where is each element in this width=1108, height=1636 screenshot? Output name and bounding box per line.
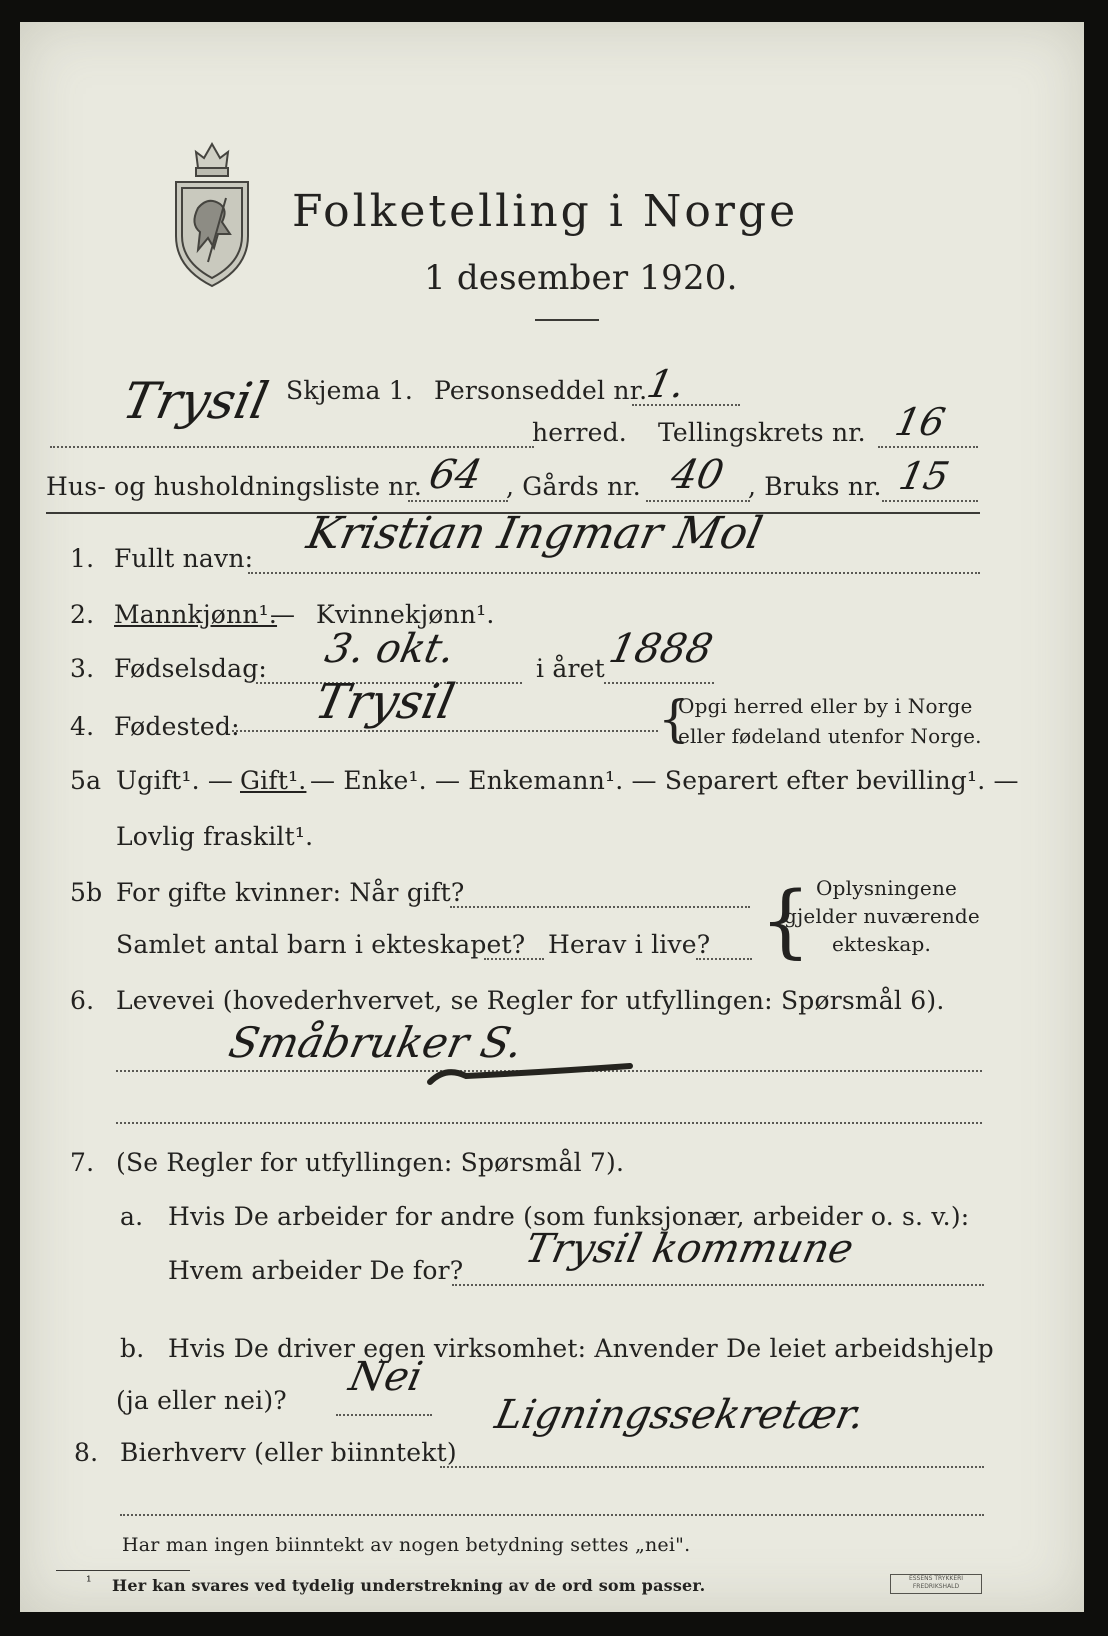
herred-label: herred. xyxy=(532,418,627,447)
q5b-note-1: Oplysningene xyxy=(816,876,958,900)
q5a-number: 5a xyxy=(70,766,102,795)
printer-stamp-text: ESSENS TRYKKERI FREDRIKSHALD xyxy=(908,1575,964,1590)
tellingskrets-value: 16 xyxy=(891,400,950,444)
q7b-text: Hvis De driver egen virksomhet: Anvender De leiet arbeidshjelp xyxy=(168,1334,994,1363)
q1-line xyxy=(248,572,980,574)
ugift-option: Ugift¹. — xyxy=(116,766,234,795)
birth-year-line xyxy=(604,682,714,684)
birthday-value: 3. okt. xyxy=(321,626,459,672)
hired-help-value: Nei xyxy=(345,1354,427,1400)
birthplace-brace: { xyxy=(658,690,691,748)
q4-label: Fødested: xyxy=(114,712,240,741)
herred-value: Trysil xyxy=(117,372,274,430)
printer-stamp xyxy=(890,1574,982,1594)
fraskilt-option: Lovlig fraskilt¹. xyxy=(116,822,314,851)
alive-line xyxy=(696,958,752,960)
q7-number: 7. xyxy=(70,1148,95,1177)
q5b-note-3: ekteskap. xyxy=(832,932,932,956)
bruks-value: 15 xyxy=(895,454,954,498)
birthplace-line xyxy=(232,730,658,732)
title-divider xyxy=(535,319,599,321)
when-married-line xyxy=(450,906,750,908)
q5b-brace: { xyxy=(760,874,812,967)
other-status-options: — Enke¹. — Enkemann¹. — Separert efter bevilling¹. — xyxy=(310,766,1019,795)
q8-label: Bierhverv (eller biinntekt) xyxy=(120,1438,457,1467)
when-married-label: For gifte kvinner: Når gift? xyxy=(116,878,465,907)
census-date: 1 desember 1920. xyxy=(424,258,738,298)
husholdningsliste-line xyxy=(408,500,508,502)
q2-number: 2. xyxy=(70,600,95,629)
ink-stroke-mark xyxy=(426,1062,636,1092)
q6-label: Levevei (hovederhvervet, se Regler for utfyllingen: Spørsmål 6). xyxy=(116,986,945,1015)
employer-value: Trysil kommune xyxy=(521,1226,858,1272)
skjema-label: Skjema 1. xyxy=(286,376,414,405)
side-income-line xyxy=(440,1466,984,1468)
husholdningsliste-label: Hus- og husholdningsliste nr. xyxy=(46,472,423,501)
gards-label: , Gårds nr. xyxy=(506,472,641,501)
form-title: Folketelling i Norge xyxy=(292,186,799,237)
q1-number: 1. xyxy=(70,544,95,573)
q5b-note-2: gjelder nuværende xyxy=(784,904,980,928)
q7b-question: (ja eller nei)? xyxy=(116,1386,287,1415)
footer-note: Har man ingen biinntekt av nogen betydning settes „nei". xyxy=(122,1534,691,1556)
occupation-value: Småbruker S. xyxy=(224,1018,528,1067)
q7a-letter: a. xyxy=(120,1202,144,1231)
coat-of-arms-icon xyxy=(168,138,256,290)
birth-year-label: i året xyxy=(536,654,605,683)
birthplace-value: Trysil xyxy=(310,674,460,730)
q7a-text: Hvis De arbeider for andre (som funksjonær, arbeider o. s. v.): xyxy=(168,1202,970,1231)
q3-label: Fødselsdag: xyxy=(114,654,268,683)
children-line xyxy=(484,958,544,960)
personseddel-value: 1. xyxy=(643,362,689,406)
gards-line xyxy=(646,500,750,502)
q7b-letter: b. xyxy=(120,1334,145,1363)
q4-number: 4. xyxy=(70,712,95,741)
occupation-line-2 xyxy=(116,1122,982,1124)
birthplace-note-2: eller fødeland utenfor Norge. xyxy=(678,724,982,748)
children-label: Samlet antal barn i ekteskapet? xyxy=(116,930,526,959)
side-income-line-2 xyxy=(120,1514,984,1516)
gards-value: 40 xyxy=(667,452,728,498)
tellingskrets-label: Tellingskrets nr. xyxy=(658,418,866,447)
footnote-text: Her kan svares ved tydelig understrekning av de ord som passer. xyxy=(112,1576,706,1595)
birth-year-value: 1888 xyxy=(605,626,717,672)
birthplace-note-1: Opgi herred eller by i Norge xyxy=(678,694,973,718)
hired-help-line xyxy=(336,1414,432,1416)
q2-separator: — xyxy=(270,600,296,629)
q5b-number: 5b xyxy=(70,878,103,907)
bruks-line xyxy=(882,500,978,502)
husholdningsliste-value: 64 xyxy=(425,452,486,498)
full-name-value: Kristian Ingmar Mol xyxy=(302,508,767,559)
herred-line xyxy=(50,446,534,448)
q8-number: 8. xyxy=(74,1438,99,1467)
mannkjonn-option: Mannkjønn¹. xyxy=(114,600,278,629)
kvinnekjonn-option: Kvinnekjønn¹. xyxy=(316,600,495,629)
employer-line xyxy=(452,1284,984,1286)
footnote-mark: ¹ xyxy=(86,1574,92,1590)
side-income-value: Ligningssekretær. xyxy=(491,1392,869,1438)
q6-number: 6. xyxy=(70,986,95,1015)
q7a-question: Hvem arbeider De for? xyxy=(168,1256,464,1285)
gift-option: Gift¹. xyxy=(240,766,307,795)
bruks-label: , Bruks nr. xyxy=(748,472,882,501)
q1-label: Fullt navn: xyxy=(114,544,254,573)
alive-label: Herav i live? xyxy=(548,930,711,959)
census-form-sheet xyxy=(20,22,1084,1612)
personseddel-label: Personseddel nr. xyxy=(434,376,648,405)
tellingskrets-line xyxy=(878,446,978,448)
q3-number: 3. xyxy=(70,654,95,683)
footnote-rule xyxy=(56,1570,190,1571)
q7-label: (Se Regler for utfyllingen: Spørsmål 7). xyxy=(116,1148,625,1177)
